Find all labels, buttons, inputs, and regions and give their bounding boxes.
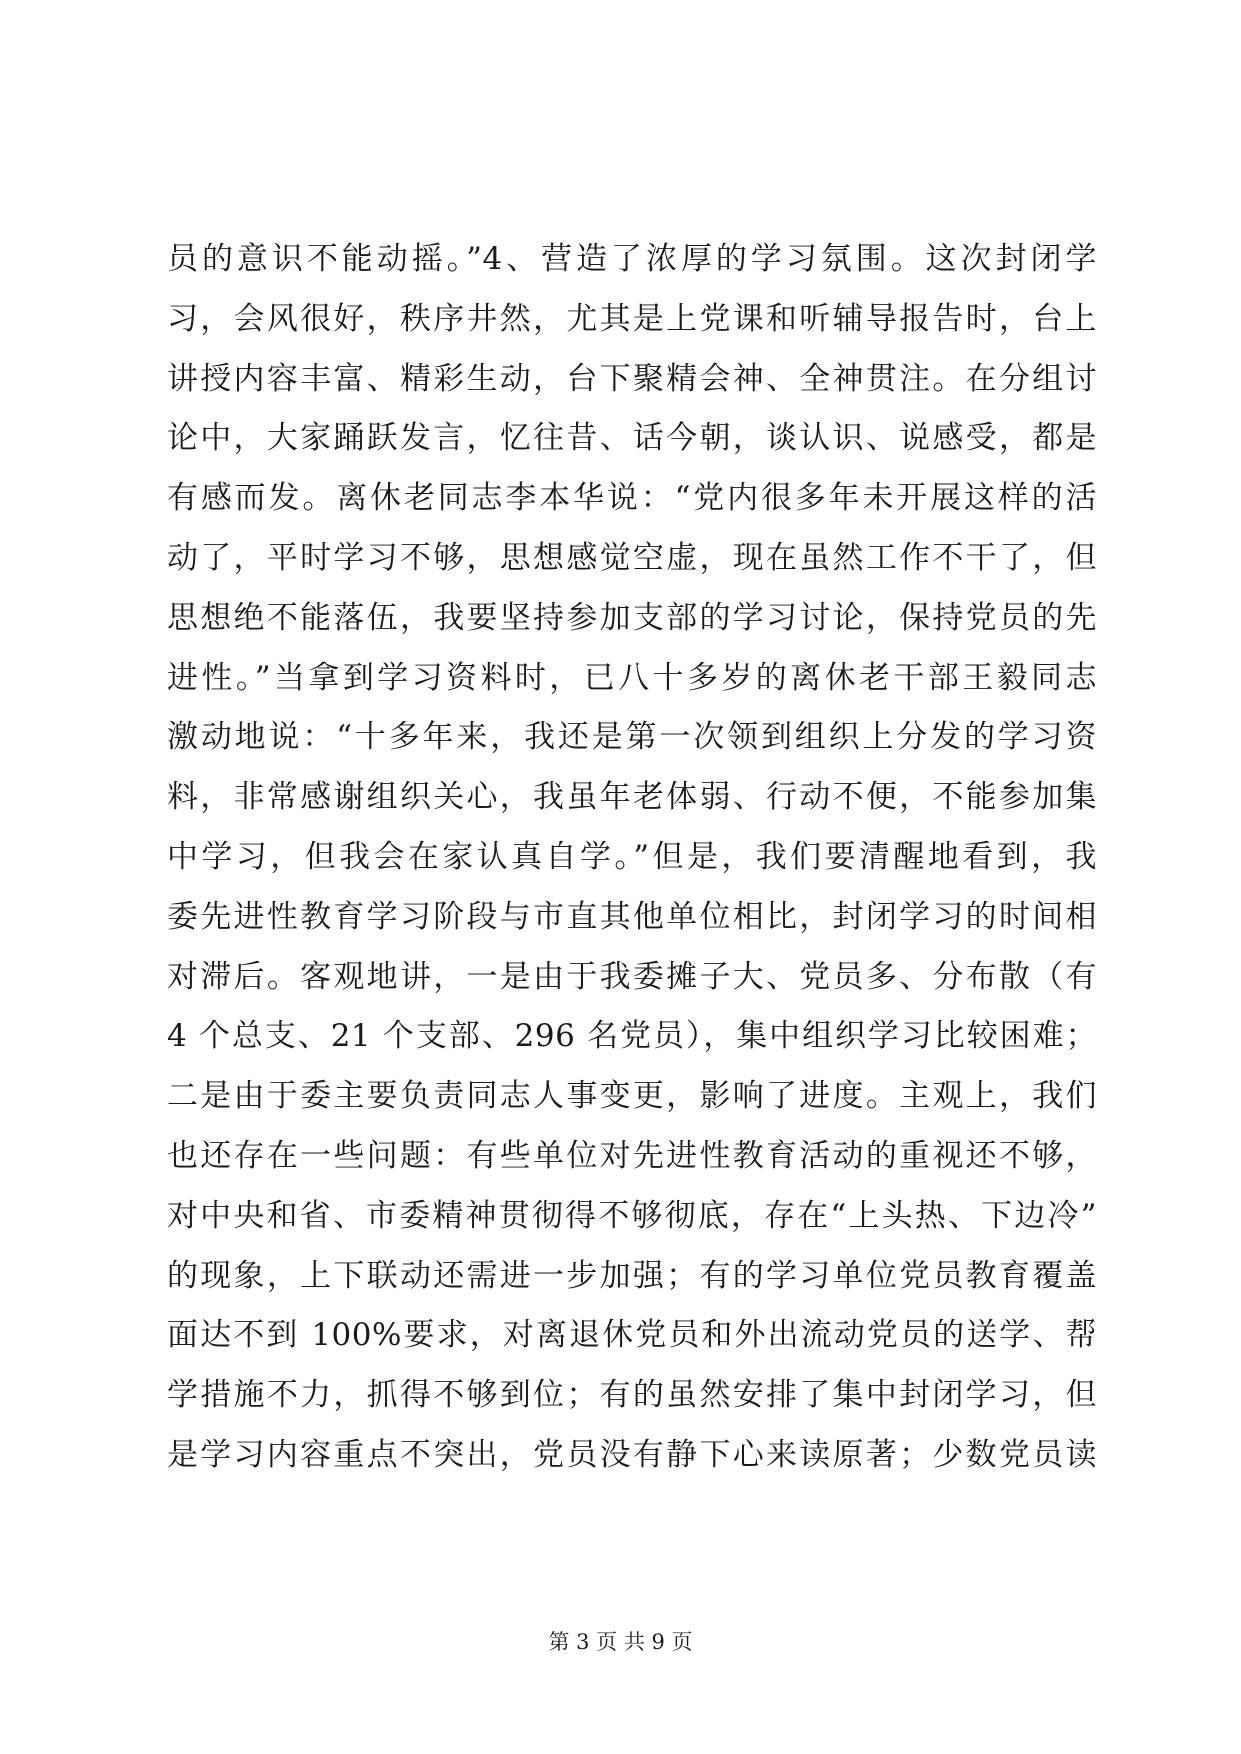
text-line: 对滞后。客观地讲，一是由于我委摊子大、党员多、分布散（有 <box>167 958 1097 995</box>
text-line: 也还存在一些问题：有些单位对先进性教育活动的重视还不够， <box>167 1137 1097 1174</box>
text-line: 面达不到 100%要求，对离退休党员和外出流动党员的送学、帮 <box>167 1317 1097 1354</box>
text-line: 论中，大家踊跃发言，忆往昔、话今朝，谈认识、说感受，都是 <box>167 420 1097 457</box>
body-text <box>167 230 1097 1486</box>
text-line: 思想绝不能落伍，我要坚持参加支部的学习讨论，保持党员的先 <box>167 599 1097 636</box>
page-number-footer: 第 3 页 共 9 页 <box>548 1630 693 1654</box>
text-line: 是学习内容重点不突出，党员没有静下心来读原著；少数党员读 <box>167 1436 1097 1473</box>
text-line: 进性。”当拿到学习资料时，已八十多岁的离休老干部王毅同志 <box>167 659 1097 696</box>
text-line: 中学习，但我会在家认真自学。”但是，我们要清醒地看到，我 <box>167 838 1097 875</box>
text-line: 二是由于委主要负责同志人事变更，影响了进度。主观上，我们 <box>167 1078 1097 1115</box>
text-line: 料，非常感谢组织关心，我虽年老体弱、行动不便，不能参加集 <box>167 779 1097 816</box>
text-line: 委先进性教育学习阶段与市直其他单位相比，封闭学习的时间相 <box>167 898 1097 935</box>
text-line: 激动地说：“十多年来，我还是第一次领到组织上分发的学习资 <box>167 719 1097 756</box>
text-line: 有感而发。离休老同志李本华说：“党内很多年未开展这样的活 <box>167 480 1097 517</box>
text-line: 4 个总支、21 个支部、296 名党员），集中组织学习比较困难； <box>167 1018 1097 1055</box>
text-line: 习，会风很好，秩序井然，尤其是上党课和听辅导报告时，台上 <box>167 300 1097 337</box>
text-line: 学措施不力，抓得不够到位；有的虽然安排了集中封闭学习，但 <box>167 1377 1097 1414</box>
text-line: 的现象，上下联动还需进一步加强；有的学习单位党员教育覆盖 <box>167 1257 1097 1294</box>
text-line: 对中央和省、市委精神贯彻得不够彻底，存在“上头热、下边冷” <box>167 1197 1097 1234</box>
text-line: 员的意识不能动摇。”4、营造了浓厚的学习氛围。这次封闭学 <box>167 241 1097 277</box>
text-line: 动了，平时学习不够，思想感觉空虚，现在虽然工作不干了，但 <box>167 539 1097 576</box>
text-line: 讲授内容丰富、精彩生动，台下聚精会神、全神贯注。在分组讨 <box>167 360 1097 397</box>
